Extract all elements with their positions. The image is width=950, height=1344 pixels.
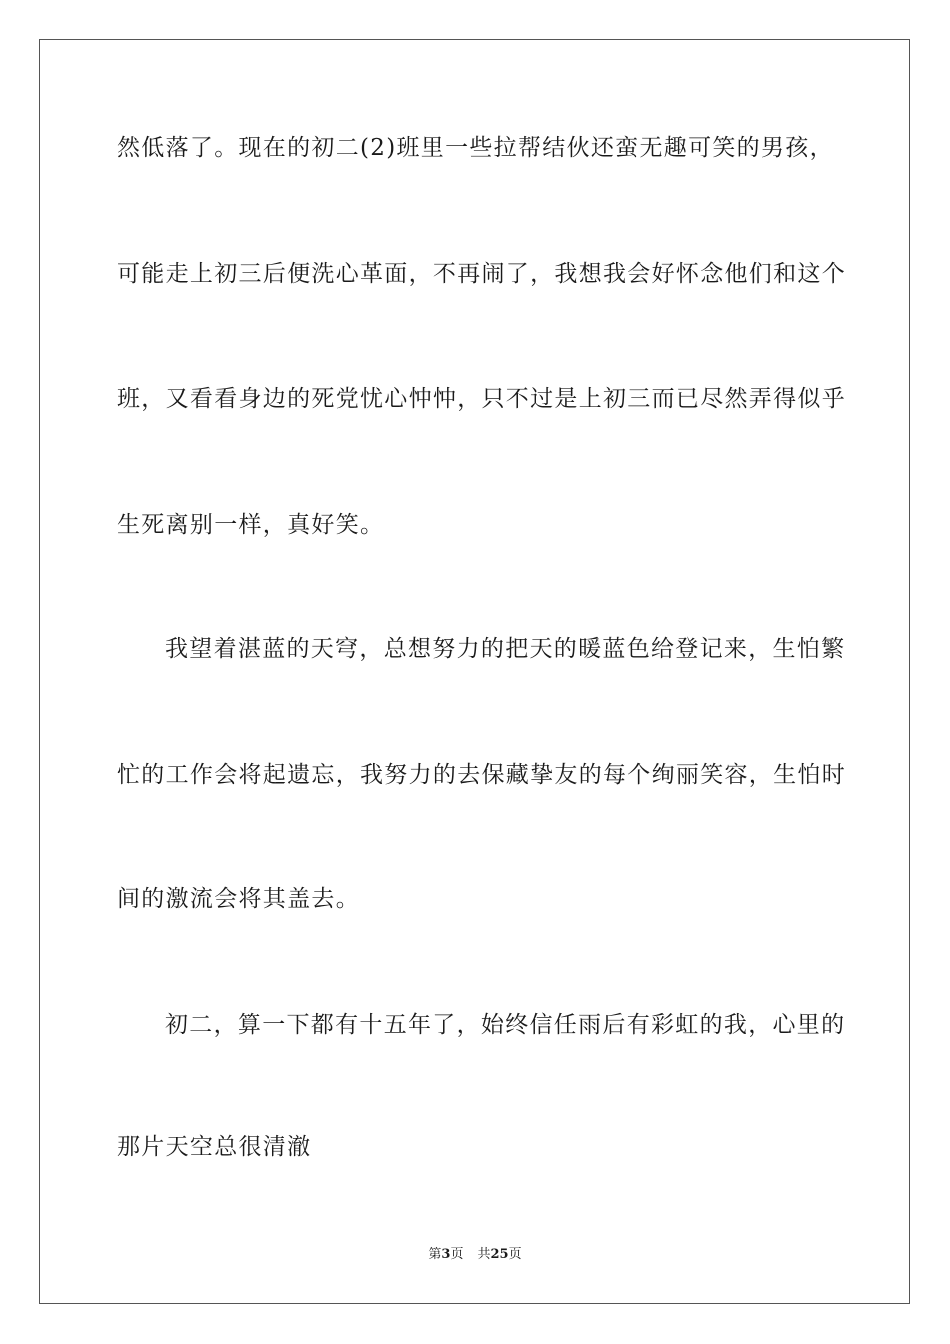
paragraph-line-7: 间的激流会将其盖去。: [117, 886, 360, 912]
paragraph-line-4: 生死离别一样，真好笑。: [117, 512, 385, 538]
page-footer: [0, 1246, 950, 1264]
paragraph-line-6: 忙的工作会将起遗忘，我努力的去保藏挚友的每个绚丽笑容，生怕时: [117, 762, 846, 788]
paragraph-line-8: 初二，算一下都有十五年了，始终信任雨后有彩虹的我，心里的: [165, 1012, 846, 1038]
paragraph-line-2: 可能走上初三后便洗心革面，不再闹了，我想我会好怀念他们和这个: [117, 261, 846, 287]
paragraph-line-1: 然低落了。现在的初二(2)班里一些拉帮结伙还蛮无趣可笑的男孩，: [117, 135, 834, 161]
total-pages: 25: [490, 1247, 509, 1262]
page-border: [39, 39, 910, 1304]
total-prefix: 共: [477, 1247, 491, 1262]
page-prefix: 第: [428, 1247, 442, 1262]
paragraph-line-5: 我望着湛蓝的天穹，总想努力的把天的暖蓝色给登记来，生怕繁: [165, 636, 846, 662]
page-suffix: 页: [450, 1247, 464, 1262]
paragraph-line-9: 那片天空总很清澈: [117, 1134, 312, 1160]
page-number: 3: [441, 1247, 451, 1262]
total-suffix: 页: [508, 1247, 522, 1262]
paragraph-line-3: 班，又看看身边的死党忧心忡忡，只不过是上初三而已尽然弄得似乎: [117, 386, 846, 412]
